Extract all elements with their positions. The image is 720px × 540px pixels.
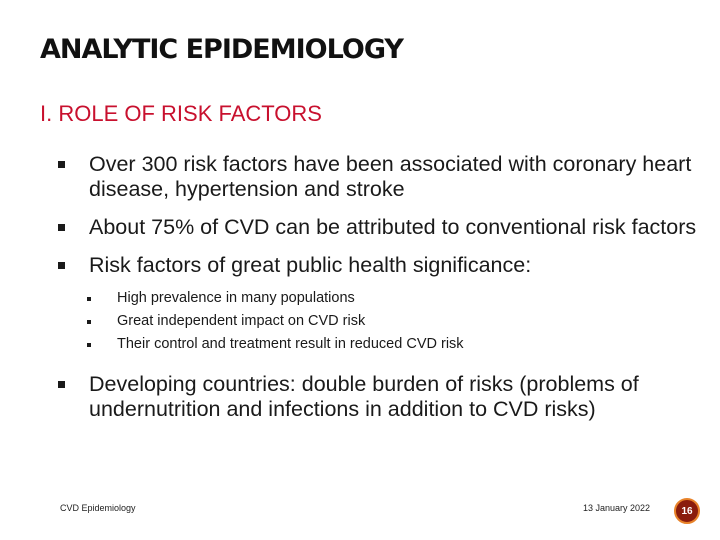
sub-bullet-item bbox=[117, 310, 698, 333]
bullet-text: About 75% of CVD can be attributed to conventional risk factors bbox=[89, 215, 697, 239]
sub-bullet-marker bbox=[87, 343, 91, 347]
bullet-list bbox=[58, 152, 698, 435]
bullet-marker bbox=[58, 381, 65, 388]
bullet-marker bbox=[58, 262, 65, 269]
bullet-item bbox=[58, 253, 698, 278]
bullet-text: Risk factors of great public health significance: bbox=[89, 253, 532, 277]
footer-date: 13 January 2022 bbox=[583, 503, 651, 513]
page-number: 16 bbox=[681, 505, 693, 517]
sub-bullet-marker bbox=[87, 320, 91, 324]
bullet-item bbox=[58, 152, 698, 202]
sub-bullet-list bbox=[58, 287, 698, 356]
sub-bullet-text: Their control and treatment result in reduced CVD risk bbox=[117, 336, 464, 352]
bullet-marker bbox=[58, 161, 65, 168]
page-number-badge bbox=[674, 498, 700, 524]
bullet-text: Over 300 risk factors have been associated with coronary heart disease, hypertension and stroke bbox=[89, 152, 692, 201]
bullet-item bbox=[58, 215, 698, 240]
bullet-text: Developing countries: double burden of risks (problems of undernutrition and infections in addition to CVD risks) bbox=[89, 372, 639, 421]
sub-bullet-text: Great independent impact on CVD risk bbox=[117, 313, 366, 329]
sub-bullet-item bbox=[117, 333, 698, 356]
sub-bullet-marker bbox=[87, 297, 91, 301]
footer-title: CVD Epidemiology bbox=[60, 503, 136, 513]
sub-bullet-text: High prevalence in many populations bbox=[117, 290, 355, 306]
section-heading: I. ROLE OF RISK FACTORS bbox=[40, 101, 322, 126]
bullet-item bbox=[58, 372, 698, 422]
sub-bullet-item bbox=[117, 287, 698, 310]
slide-title: ANALYTIC EPIDEMIOLOGY bbox=[40, 34, 403, 65]
bullet-marker bbox=[58, 224, 65, 231]
